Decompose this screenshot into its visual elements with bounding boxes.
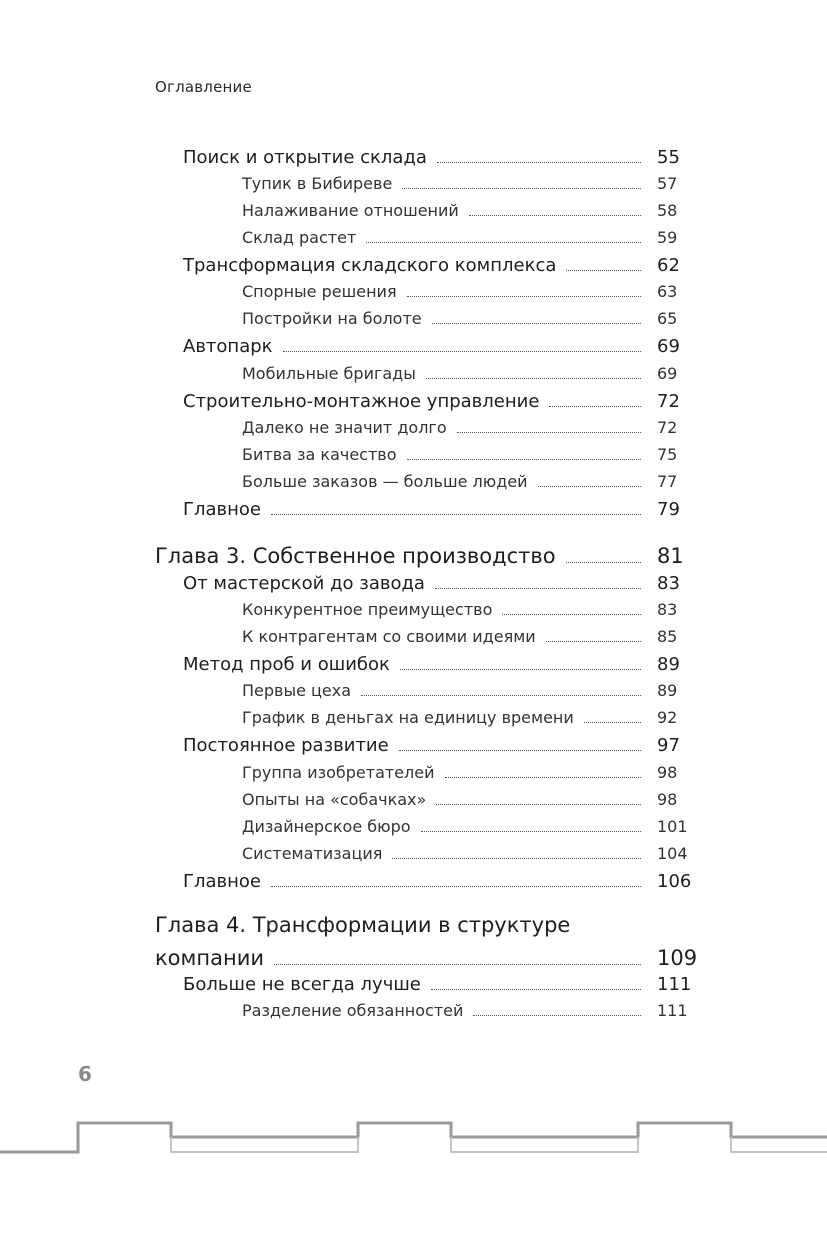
toc-page-number: 109 [657, 946, 698, 970]
toc-subsection-entry[interactable] [242, 708, 703, 727]
toc-entry-title: Постоянное развитие [183, 735, 389, 756]
toc-subsection-entry[interactable] [242, 844, 703, 863]
toc-page-number: 106 [657, 871, 692, 892]
dot-leader [402, 188, 641, 189]
toc-chapter-entry[interactable] [155, 544, 703, 568]
toc-page-number: 98 [657, 763, 678, 782]
toc-entry-title: Тупик в Бибиреве [242, 174, 393, 193]
toc-page-number: 72 [657, 391, 680, 412]
toc-page-number: 89 [657, 681, 678, 700]
toc-entry-title: Дизайнерское бюро [242, 817, 411, 836]
toc-subsection-entry[interactable] [242, 790, 703, 809]
toc-page-number: 81 [657, 544, 684, 568]
toc-entry-title: К контрагентам со своими идеями [242, 627, 536, 646]
toc-subsection-entry[interactable] [242, 309, 703, 328]
toc-entry-title: Метод проб и ошибок [183, 654, 390, 675]
toc-section-entry[interactable] [183, 255, 703, 276]
toc-entry-title: Постройки на болоте [242, 309, 422, 328]
dot-leader [435, 588, 641, 589]
toc-subsection-entry[interactable] [242, 364, 703, 383]
dot-leader [566, 270, 641, 271]
toc-page-number: 69 [657, 336, 680, 357]
toc-entry-title: Первые цеха [242, 681, 352, 700]
dot-leader [283, 351, 641, 352]
dot-leader [457, 432, 641, 433]
dot-leader [566, 562, 641, 563]
toc-page-number: 58 [657, 201, 678, 220]
toc-section-entry[interactable] [183, 573, 703, 594]
dot-leader [366, 242, 641, 243]
dot-leader [538, 486, 641, 487]
toc-entry-title: компании [155, 946, 264, 970]
toc-page-number: 85 [657, 627, 678, 646]
toc-page-number: 62 [657, 255, 680, 276]
toc-subsection-entry[interactable] [242, 763, 703, 782]
toc-entry-title: Строительно-монтажное управление [183, 391, 540, 412]
toc-subsection-entry[interactable] [242, 228, 703, 247]
toc-subsection-entry[interactable] [242, 282, 703, 301]
toc-entry-title: Склад растет [242, 228, 357, 247]
toc-entry-title: Систематизация [242, 844, 383, 863]
toc-page-number: 83 [657, 600, 678, 619]
toc-subsection-entry[interactable] [242, 627, 703, 646]
decorative-step-line [0, 1115, 827, 1165]
dot-leader [502, 614, 641, 615]
toc-entry-title: Глава 3. Собственное производство [155, 544, 556, 568]
dot-leader [473, 1015, 641, 1016]
toc-page-number: 111 [657, 1001, 688, 1020]
dot-leader [426, 378, 641, 379]
toc-page-number: 97 [657, 735, 680, 756]
toc-entry-title: Поиск и открытие склада [183, 147, 427, 168]
dot-leader [546, 641, 641, 642]
toc-entry-title: Автопарк [183, 336, 273, 357]
toc-chapter-entry[interactable] [155, 946, 703, 970]
toc-section-entry[interactable] [183, 654, 703, 675]
toc-section-entry[interactable] [183, 391, 703, 412]
toc-section-entry[interactable] [183, 871, 703, 892]
toc-page-number: 75 [657, 445, 678, 464]
toc-page-number: 59 [657, 228, 678, 247]
dot-leader [421, 831, 641, 832]
toc-page-number: 77 [657, 472, 678, 491]
dot-leader [274, 964, 641, 965]
toc-entry-title: Далеко не значит долго [242, 418, 447, 437]
toc-page-number: 57 [657, 174, 678, 193]
toc-entry-title: Налаживание отношений [242, 201, 459, 220]
toc-section-entry[interactable] [183, 735, 703, 756]
dot-leader [584, 722, 641, 723]
toc-page-number: 104 [657, 844, 688, 863]
toc-page-number: 92 [657, 708, 678, 727]
dot-leader [469, 215, 641, 216]
dot-leader [271, 886, 641, 887]
toc-entry-title: Группа изобретателей [242, 763, 435, 782]
running-head: Оглавление [155, 78, 252, 96]
toc-entry-title: Опыты на «собачках» [242, 790, 427, 809]
toc-subsection-entry[interactable] [242, 1001, 703, 1020]
toc-subsection-entry[interactable] [242, 681, 703, 700]
toc-entry-title: От мастерской до завода [183, 573, 425, 594]
toc-subsection-entry[interactable] [242, 445, 703, 464]
dot-leader [399, 750, 641, 751]
toc-page-number: 65 [657, 309, 678, 328]
toc-entry-title: Мобильные бригады [242, 364, 416, 383]
toc-page-number: 72 [657, 418, 678, 437]
toc-page-number: 79 [657, 499, 680, 520]
toc-entry-title: Больше заказов — больше людей [242, 472, 528, 491]
dot-leader [437, 162, 641, 163]
page-number: 6 [78, 1062, 92, 1086]
dot-leader [432, 323, 641, 324]
toc-subsection-entry[interactable] [242, 472, 703, 491]
dot-leader [400, 669, 641, 670]
toc-section-entry[interactable] [183, 974, 703, 995]
dot-leader [445, 777, 641, 778]
toc-page-number: 83 [657, 573, 680, 594]
toc-page-number: 63 [657, 282, 678, 301]
toc-subsection-entry[interactable] [242, 174, 703, 193]
toc-page-number: 111 [657, 974, 692, 995]
toc-entry-title: Спорные решения [242, 282, 397, 301]
toc-page-number: 69 [657, 364, 678, 383]
toc-section-entry[interactable] [183, 147, 703, 168]
toc-entry-title: Разделение обязанностей [242, 1001, 464, 1020]
toc-page-number: 55 [657, 147, 680, 168]
chapter-title-line: Глава 4. Трансформации в структуре [155, 913, 571, 937]
toc-entry-title: Больше не всегда лучше [183, 974, 421, 995]
dot-leader [407, 296, 641, 297]
toc-subsection-entry[interactable] [242, 817, 703, 836]
toc-page-number: 101 [657, 817, 688, 836]
dot-leader [271, 514, 641, 515]
toc-entry-title: Трансформация складского комплекса [183, 255, 557, 276]
toc-entry-title: График в деньгах на единицу времени [242, 708, 574, 727]
toc-subsection-entry[interactable] [242, 418, 703, 437]
toc-section-entry[interactable] [183, 336, 703, 357]
toc-entry-title: Конкурентное преимущество [242, 600, 493, 619]
dot-leader [436, 804, 641, 805]
toc-entry-title: Главное [183, 499, 261, 520]
dot-leader [361, 695, 641, 696]
toc-entry-title: Битва за качество [242, 445, 397, 464]
dot-leader [407, 459, 641, 460]
dot-leader [392, 858, 641, 859]
toc-page-number: 98 [657, 790, 678, 809]
dot-leader [431, 989, 641, 990]
toc-section-entry[interactable] [183, 499, 703, 520]
toc-subsection-entry[interactable] [242, 600, 703, 619]
dot-leader [549, 406, 641, 407]
toc-subsection-entry[interactable] [242, 201, 703, 220]
toc-page-number: 89 [657, 654, 680, 675]
toc-entry-title: Главное [183, 871, 261, 892]
